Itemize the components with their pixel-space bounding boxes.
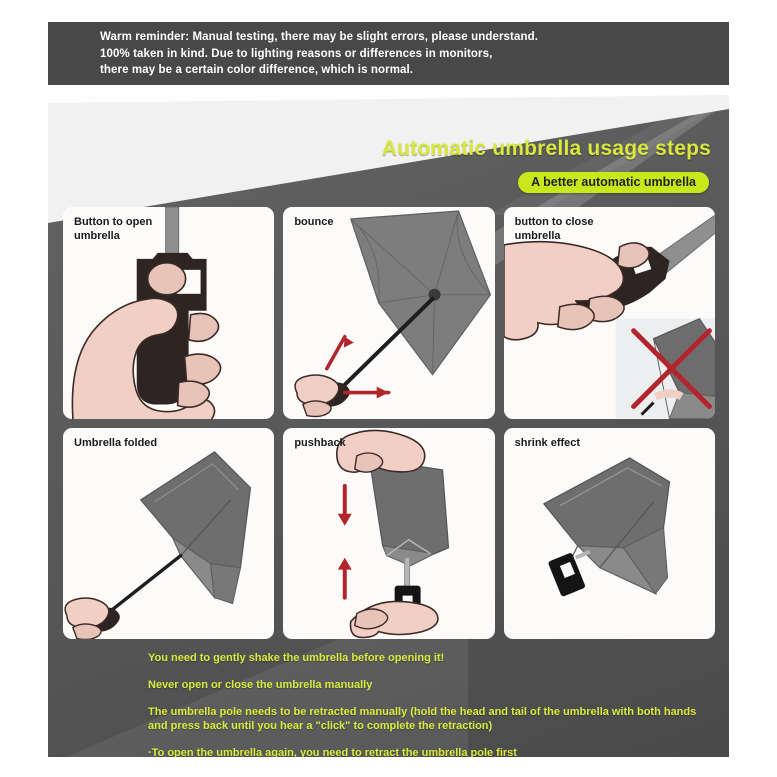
panel-label: shrink effect [514, 436, 581, 449]
panel-shrink-effect[interactable] [504, 428, 715, 640]
note-2: Never open or close the umbrella manually [148, 679, 373, 691]
panel-label: bounce [294, 216, 334, 228]
panel-umbrella-folded[interactable] [63, 428, 274, 640]
note-4: ·To open the umbrella again, you need to retract the umbrella pole first [148, 747, 517, 757]
warning-line-1: Warm reminder: Manual testing, there may be slight errors, please understand. [100, 31, 538, 43]
panel-label: Umbrella folded [74, 436, 158, 449]
panel-button-to-open-umbrella[interactable] [63, 207, 274, 419]
warning-band [48, 22, 729, 85]
note-3: The umbrella pole needs to be retracted manually (hold the head and tail of the umbrella with both hands and press back until you hear a "click" to complete the retraction) [148, 706, 697, 732]
panel-label: Button to open umbrella [74, 216, 153, 242]
page-title: Automatic umbrella usage steps [381, 137, 711, 160]
panel-pushback[interactable] [283, 428, 494, 640]
main-body [48, 95, 729, 757]
panel-label: button to close umbrella [514, 216, 594, 242]
steps-grid [63, 207, 715, 639]
panel-label: pushback [294, 436, 346, 449]
illustration-open-umbrella-bounce [283, 207, 494, 419]
warning-line-2: 100% taken in kind. Due to lighting reasons or differences in monitors, [100, 47, 493, 60]
panel-bounce[interactable] [283, 207, 494, 419]
illustration-pushback-two-hands [283, 428, 494, 640]
warning-text [100, 29, 723, 79]
illustration-umbrella-folded [63, 428, 274, 640]
panel-button-to-close-umbrella[interactable] [504, 207, 715, 419]
illustration-shrink-effect [504, 428, 715, 640]
footer-notes [148, 651, 708, 757]
note-1: You need to gently shake the umbrella before opening it! [148, 652, 445, 664]
warning-line-3: there may be a certain color difference, which is normal. [100, 64, 414, 76]
status-badge: A better automatic umbrella [518, 172, 709, 193]
